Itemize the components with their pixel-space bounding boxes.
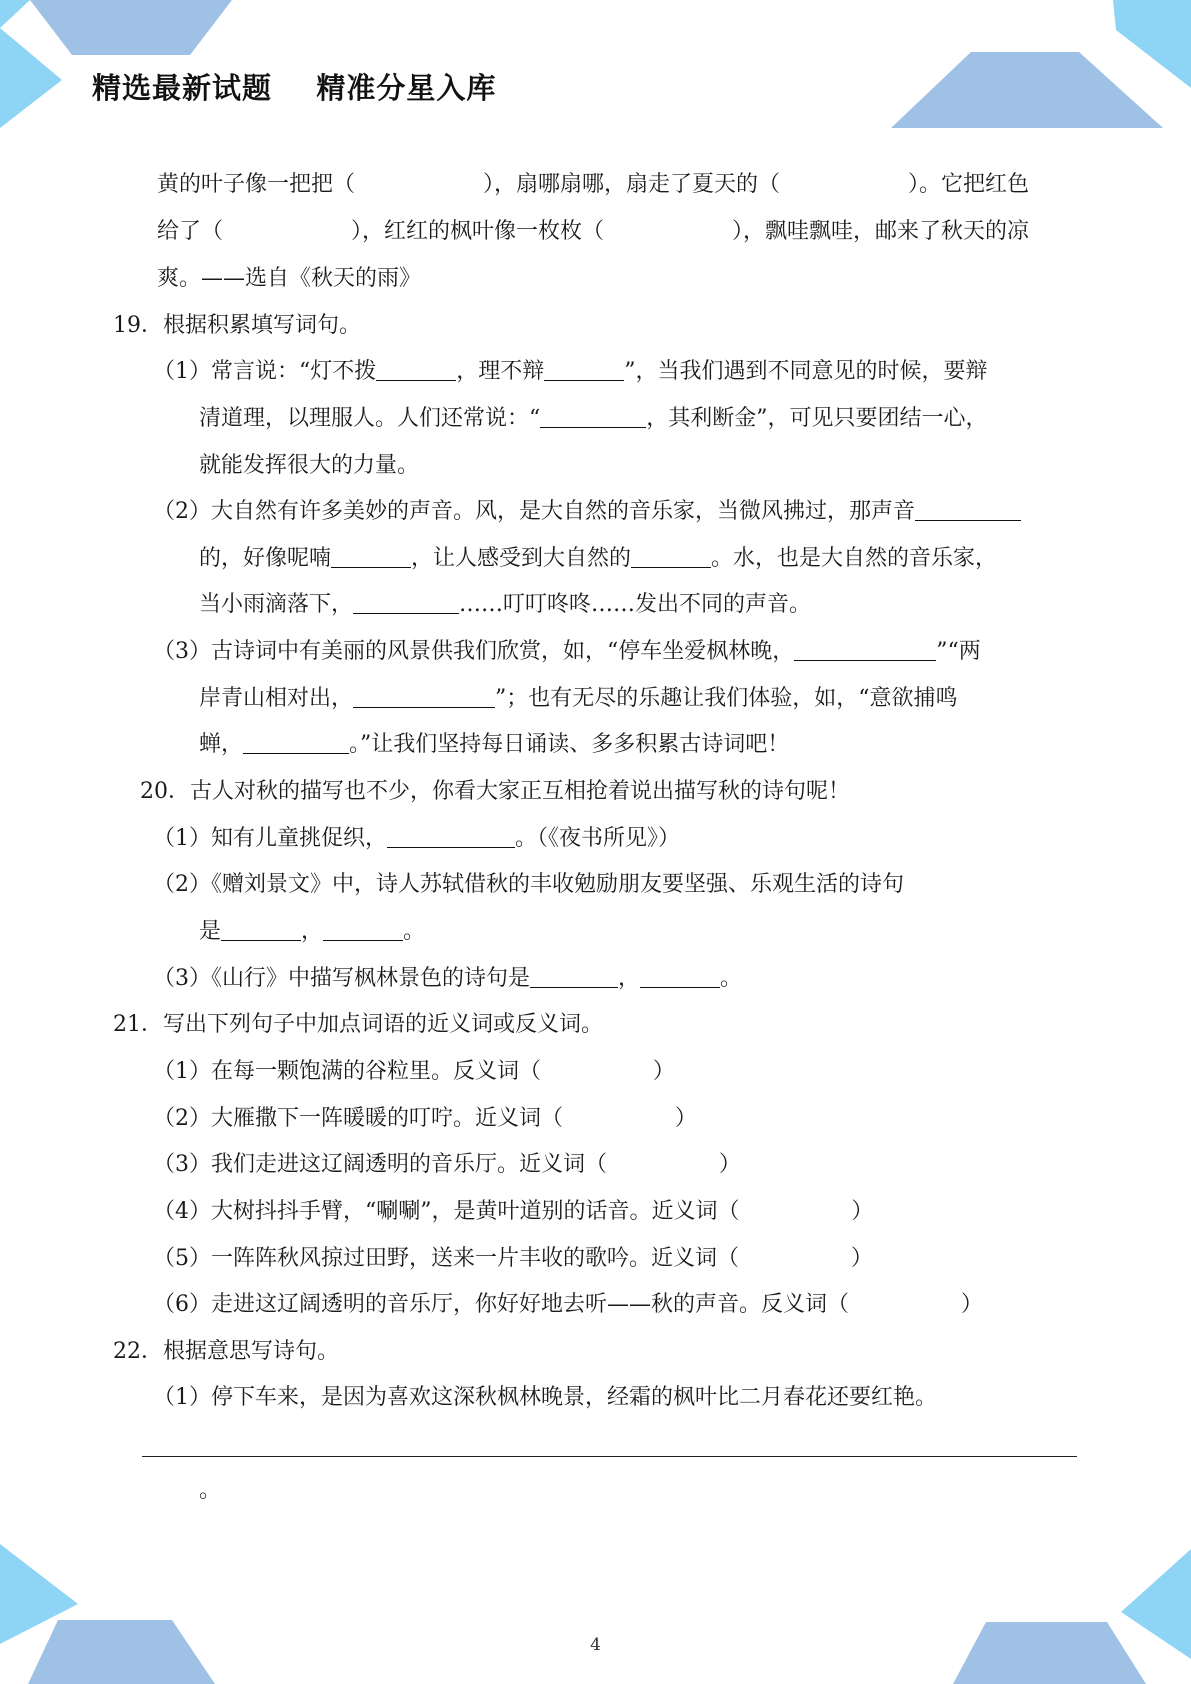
q20-item-2: （2）《赠刘景文》中，诗人苏轼借秋的丰收勉励朋友要坚强、乐观生活的诗句 — [153, 872, 904, 897]
answer-blank[interactable] — [323, 918, 403, 941]
q19-item-3: （3）古诗词中有美丽的风景供我们欣赏，如，“停车坐爱枫林晚， ”“两 — [153, 639, 981, 664]
answer-blank[interactable] — [530, 965, 618, 988]
q21-item-6: （6）走进这辽阔透明的音乐厅，你好好地去听——秋的声音。反义词（ ） — [153, 1292, 983, 1317]
question-19-title: 19．根据积累填写词句。 — [113, 313, 361, 338]
q21-item-5: （5）一阵阵秋风掠过田野，送来一片丰收的歌吟。近义词（ ） — [153, 1246, 873, 1271]
q21-item-3: （3）我们走进这辽阔透明的音乐厅。近义词（ ） — [153, 1152, 741, 1177]
q19-item-1-cont: 清道理，以理服人。人们还常说：“ ，其利断金”，可见只要团结一心， — [199, 406, 988, 431]
answer-blank[interactable] — [631, 545, 711, 568]
q20-item-1: （1）知有儿童挑促织， 。（《夜书所见》） — [153, 826, 681, 851]
question-20-title: 20．古人对秋的描写也不少，你看大家正互相抢着说出描写秋的诗句呢！ — [140, 779, 850, 804]
q19-item-2-cont: 的，好像呢喃 ，让人感受到大自然的 。水，也是大自然的音乐家， — [199, 546, 998, 571]
passage-line-1: 黄的叶子像一把把（ ），扇哪扇哪，扇走了夏天的（ ）。它把红色 — [157, 172, 1030, 197]
answer-blank[interactable] — [376, 358, 456, 381]
answer-blank[interactable] — [544, 358, 624, 381]
q19-item-3-cont: 岸青山相对出， ”；也有无尽的乐趣让我们体验，如，“意欲捕鸣 — [199, 686, 958, 711]
answer-blank[interactable] — [243, 731, 349, 754]
answer-blank[interactable] — [387, 825, 515, 848]
answer-blank[interactable] — [915, 498, 1021, 521]
answer-blank[interactable] — [221, 918, 301, 941]
q19-item-1: （1）常言说：“灯不拨 ，理不辩 ”，当我们遇到不同意见的时候，要辩 — [153, 359, 988, 384]
q19-item-2: （2）大自然有许多美妙的声音。风，是大自然的音乐家，当微风拂过，那声音 — [153, 497, 1021, 527]
q19-item-3-end: 蝉， 。”让我们坚持每日诵读、多多积累古诗词吧！ — [199, 732, 790, 757]
answer-blank[interactable] — [353, 685, 495, 708]
question-21-title: 21．写出下列句子中加点词语的近义词或反义词。 — [113, 1012, 603, 1037]
bottom-right-decoration — [931, 1544, 1191, 1684]
answer-blank[interactable] — [640, 965, 720, 988]
top-right-decoration — [891, 0, 1191, 135]
q20-item-3: （3）《山行》中描写枫林景色的诗句是 ， 。 — [153, 966, 743, 991]
passage-line-3: 爽。——选自《秋天的雨》 — [157, 266, 422, 291]
answer-blank[interactable] — [331, 545, 411, 568]
q19-item-1-end: 就能发挥很大的力量。 — [199, 453, 420, 478]
q21-item-2: （2）大雁撒下一阵暖暖的叮咛。近义词（ ） — [153, 1106, 697, 1131]
bottom-left-decoration — [0, 1544, 250, 1684]
passage-line-2: 给了（ ），红红的枫叶像一枚枚（ ），飘哇飘哇，邮来了秋天的凉 — [157, 219, 1030, 244]
answer-blank[interactable] — [794, 638, 936, 661]
q22-end-mark: 。 — [199, 1478, 222, 1503]
question-22-title: 22．根据意思写诗句。 — [113, 1339, 339, 1364]
answer-line[interactable] — [142, 1456, 1077, 1457]
q20-item-2-cont: 是 ， 。 — [199, 919, 426, 944]
page-number: 4 — [590, 1635, 601, 1655]
answer-blank[interactable] — [353, 591, 459, 614]
q22-item-1: （1）停下车来，是因为喜欢这深秋枫林晚景，经霜的枫叶比二月春花还要红艳。 — [153, 1385, 937, 1410]
q19-item-2-end: 当小雨滴落下， ……叮叮咚咚……发出不同的声音。 — [199, 592, 812, 617]
q21-item-1: （1）在每一颗饱满的谷粒里。反义词（ ） — [153, 1059, 675, 1084]
q21-item-4: （4）大树抖抖手臂，“唰唰”，是黄叶道别的话音。近义词（ ） — [153, 1199, 874, 1224]
answer-blank[interactable] — [540, 405, 646, 428]
header-title: 精选最新试题 精准分星入库 — [92, 71, 497, 105]
